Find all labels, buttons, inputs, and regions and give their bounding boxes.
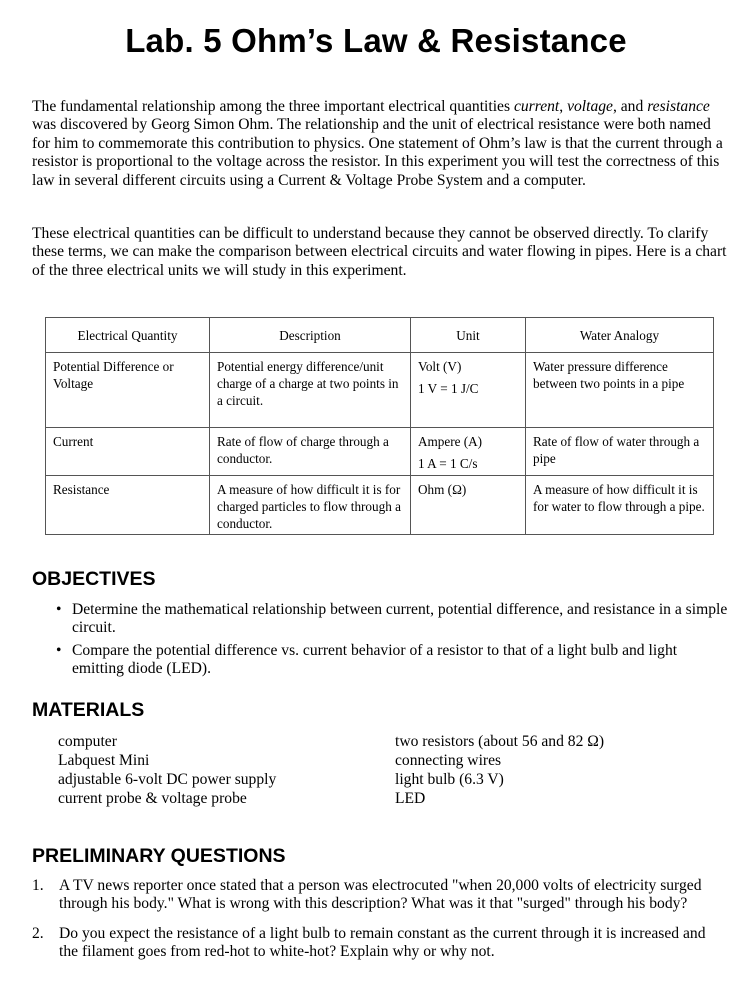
table-cell: [411, 476, 526, 535]
intro-text: The fundamental relationship among the three important electrical quantities: [32, 98, 514, 115]
list-item: current probe & voltage probe: [58, 790, 247, 807]
preliminary-questions-list: [32, 877, 722, 973]
list-item: [52, 642, 732, 679]
list-item: connecting wires: [395, 752, 502, 769]
table-cell: [46, 476, 210, 535]
table-header-row: [46, 318, 714, 353]
materials-heading: MATERIALS: [32, 699, 145, 721]
question-number: 1.: [32, 877, 44, 894]
intro-text: ,: [559, 98, 568, 115]
table-cell: [46, 353, 210, 428]
unit-cell: Ohm (Ω): [418, 482, 467, 497]
unit-name: Volt (V): [418, 359, 462, 374]
intro-paragraph: [32, 98, 728, 190]
question-number: 2.: [32, 924, 44, 942]
objectives-list: [52, 601, 732, 683]
list-item: [52, 601, 732, 638]
table-cell: [411, 428, 526, 476]
unit-cell: [411, 428, 525, 474]
table-cell: [210, 353, 411, 428]
table-cell: [411, 353, 526, 428]
column-header: Description: [210, 318, 411, 353]
analogy-cell: A measure of how difficult it is for water to flow through a pipe.: [533, 482, 705, 514]
page-title: Lab. 5 Ohm’s Law & Resistance: [125, 22, 627, 59]
bullet-icon: •: [56, 601, 62, 618]
question-text: Do you expect the resistance of a light bulb to remain constant as the current through it is increased and the filament goes from red-hot to white-hot? Explain why or why not.: [59, 924, 706, 961]
intro-text: , and: [612, 98, 648, 115]
objective-text: Determine the mathematical relationship between current, potential difference, and resistance in a simple circuit.: [72, 601, 728, 637]
table-row: [46, 476, 714, 535]
description-cell: Rate of flow of charge through a conductor.: [217, 434, 389, 466]
table-cell: [526, 476, 714, 535]
quantity-cell: Resistance: [53, 482, 110, 497]
unit-definition: 1 V = 1 J/C: [418, 381, 479, 396]
list-item: LED: [395, 790, 426, 807]
table-cell: [210, 476, 411, 535]
column-header: Water Analogy: [526, 318, 714, 353]
list-item: computer: [58, 733, 117, 750]
table-row: [46, 428, 714, 476]
quantity-cell: Potential Difference or Voltage: [53, 359, 174, 391]
table-cell: [526, 428, 714, 476]
intro-text: was discovered by Georg Simon Ohm. The relationship and the unit of electrical resistance were both named for him to commemorate this contribution to physics. One statement of Ohm’s law is that the current through a resistor is proportional to the voltage across the resistor. In this experiment you will test the correctness of this law in several different circuits using a Current & Voltage Probe System and a computer.: [32, 116, 723, 189]
term-current: current: [513, 98, 560, 115]
unit-name: Ampere (A): [418, 434, 483, 449]
materials-right-column: [395, 732, 715, 808]
question-text: A TV news reporter once stated that a person was electrocuted "when 20,000 volts of electricity surged through his body." What is wrong with this description? What was it that "surged" through his body?: [59, 877, 702, 913]
table-cell: [46, 428, 210, 476]
table-cell: [210, 428, 411, 476]
description-cell: Potential energy difference/unit charge of a charge at two points in a circuit.: [217, 359, 399, 408]
materials-left-column: [58, 732, 378, 808]
term-voltage: voltage: [567, 98, 613, 115]
table-cell: [526, 353, 714, 428]
electrical-units-table: [45, 317, 714, 535]
column-header: Electrical Quantity: [46, 318, 210, 353]
analogy-cell: Water pressure difference between two points in a pipe: [533, 359, 685, 391]
list-item: adjustable 6-volt DC power supply: [58, 771, 277, 788]
list-item: [32, 877, 722, 914]
list-item: [32, 925, 722, 962]
table-row: [46, 353, 714, 428]
term-resistance: resistance: [647, 98, 710, 115]
column-header: Unit: [411, 318, 526, 353]
objectives-heading: OBJECTIVES: [32, 568, 156, 590]
objective-text: Compare the potential difference vs. current behavior of a resistor to that of a light bulb and light emitting diode (LED).: [72, 641, 678, 678]
quantity-cell: Current: [53, 434, 94, 449]
description-cell: A measure of how difficult it is for charged particles to flow through a conductor.: [217, 482, 401, 531]
unit-definition: 1 A = 1 C/s: [418, 456, 478, 471]
preliminary-questions-heading: PRELIMINARY QUESTIONS: [32, 845, 286, 867]
bullet-icon: •: [56, 641, 62, 659]
list-item: light bulb (6.3 V): [395, 771, 504, 788]
unit-cell: [411, 353, 525, 399]
analogy-paragraph: These electrical quantities can be difficult to understand because they cannot be observed directly. To clarify these terms, we can make the comparison between electrical circuits and water flowing in pipes. Here is a chart of the three electrical units we will study in this experiment.: [32, 225, 727, 279]
analogy-cell: Rate of flow of water through a pipe: [533, 434, 700, 466]
list-item: Labquest Mini: [58, 752, 150, 769]
list-item: two resistors (about 56 and 82 Ω): [395, 733, 605, 750]
